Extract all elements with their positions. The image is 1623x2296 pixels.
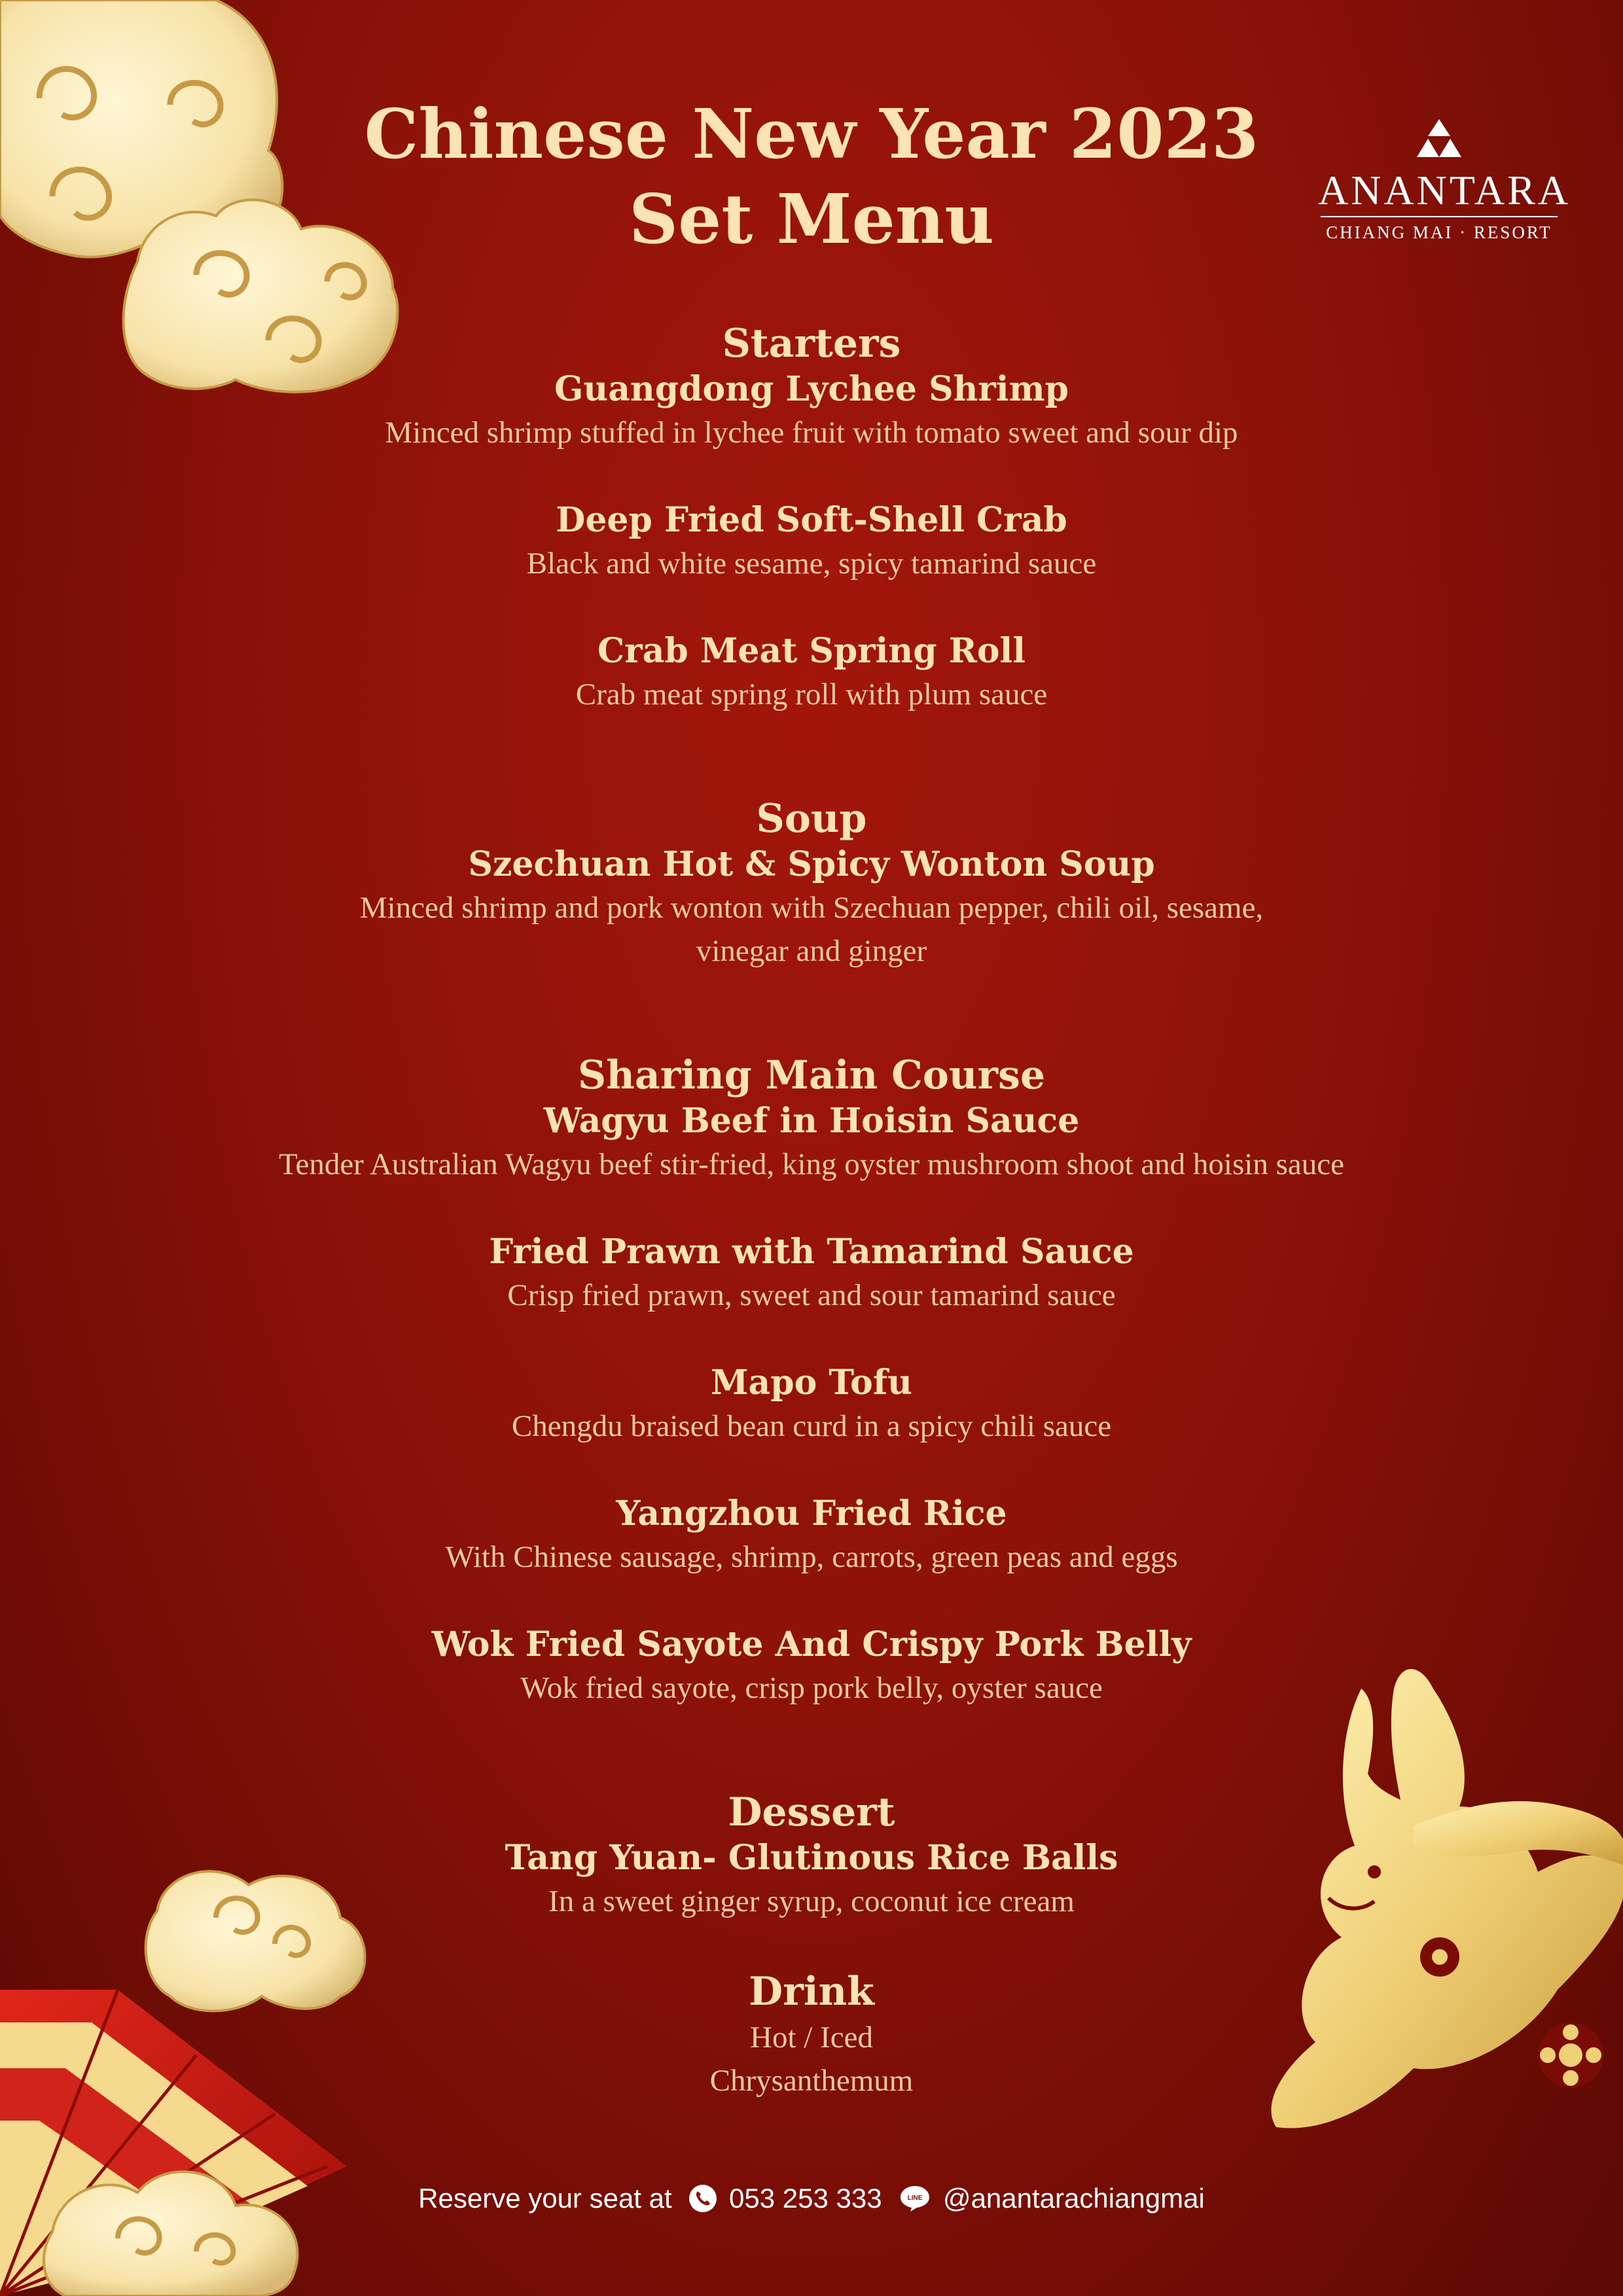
dish-item (0, 843, 1623, 973)
dish-description-line-1: Minced shrimp and pork wonton with Szechuan pepper, chili oil, sesame, (359, 891, 1264, 925)
phone-icon (688, 2184, 717, 2213)
footer-handle[interactable]: @anantarachiangmai (942, 2182, 1205, 2214)
line-chat-icon (899, 2184, 931, 2213)
dish-name: Guangdong Lychee Shrimp (554, 369, 1069, 409)
dish-description: In a sweet ginger syrup, coconut ice cream (548, 1884, 1075, 1918)
dish-description: Chengdu braised bean curd in a spicy chili sauce (511, 1409, 1112, 1443)
dish-name: Wagyu Beef in Hoisin Sauce (543, 1101, 1080, 1141)
dish-description: Crab meat spring roll with plum sauce (575, 677, 1048, 711)
dish-description-line-2: vinegar and ginger (696, 934, 927, 968)
dish-item (0, 368, 1623, 454)
footer-phone[interactable]: 053 253 333 (729, 2182, 882, 2214)
dish-name: Szechuan Hot & Spicy Wonton Soup (468, 844, 1155, 884)
dish-name: Deep Fried Soft-Shell Crab (556, 500, 1067, 540)
dish-item (0, 1361, 1623, 1448)
dish-name: Mapo Tofu (711, 1363, 912, 1403)
title-line-2: Set Menu (628, 179, 995, 259)
section-soup (0, 795, 1623, 973)
drink-line: Hot / Iced (750, 2020, 873, 2054)
reservation-footer (0, 2178, 1623, 2217)
dish-name: Fried Prawn with Tamarind Sauce (489, 1232, 1134, 1272)
section-main-course (0, 1051, 1623, 1710)
section-dessert (0, 1788, 1623, 1923)
section-title-soup: Soup (756, 796, 867, 842)
title-line-1: Chinese New Year 2023 (364, 94, 1259, 174)
section-starters (0, 319, 1623, 716)
line-badge-text: LINE (907, 2194, 923, 2202)
dish-item (0, 1623, 1623, 1710)
dish-item (0, 1100, 1623, 1186)
dish-name: Yangzhou Fried Rice (616, 1494, 1007, 1534)
section-title-dessert: Dessert (728, 1789, 895, 1835)
dish-description: Tender Australian Wagyu beef stir-fried, king oyster mushroom shoot and hoisin sauce (279, 1147, 1344, 1181)
dish-item (0, 1230, 1623, 1317)
page-title (0, 92, 1623, 262)
section-drink (0, 1967, 1623, 2102)
footer-prefix: Reserve your seat at (418, 2182, 672, 2214)
dish-item (0, 1492, 1623, 1579)
dish-description: Wok fried sayote, crisp pork belly, oyster sauce (520, 1671, 1103, 1705)
dish-item (0, 499, 1623, 585)
menu-body (0, 319, 1623, 2102)
dish-item (0, 630, 1623, 716)
dish-description: Minced shrimp stuffed in lychee fruit with tomato sweet and sour dip (385, 416, 1238, 450)
dish-name: Tang Yuan- Glutinous Rice Balls (505, 1838, 1118, 1878)
drink-line: Chrysanthemum (709, 2064, 914, 2098)
dish-description: Crisp fried prawn, sweet and sour tamarind sauce (507, 1278, 1116, 1312)
section-title-drink: Drink (749, 1969, 874, 2015)
dish-description: With Chinese sausage, shrimp, carrots, green peas and eggs (445, 1540, 1178, 1574)
dish-name: Crab Meat Spring Roll (597, 631, 1026, 671)
dish-name: Wok Fried Sayote And Crispy Pork Belly (431, 1624, 1192, 1664)
section-title-starters: Starters (722, 321, 901, 367)
section-title-main-course: Sharing Main Course (577, 1052, 1046, 1098)
logo-location: CHIANG MAI · RESORT (1326, 223, 1552, 242)
dish-description: Black and white sesame, spicy tamarind sauce (526, 547, 1097, 581)
dish-item (0, 1837, 1623, 1923)
logo-brand-name: ANANTARA (1318, 167, 1571, 213)
